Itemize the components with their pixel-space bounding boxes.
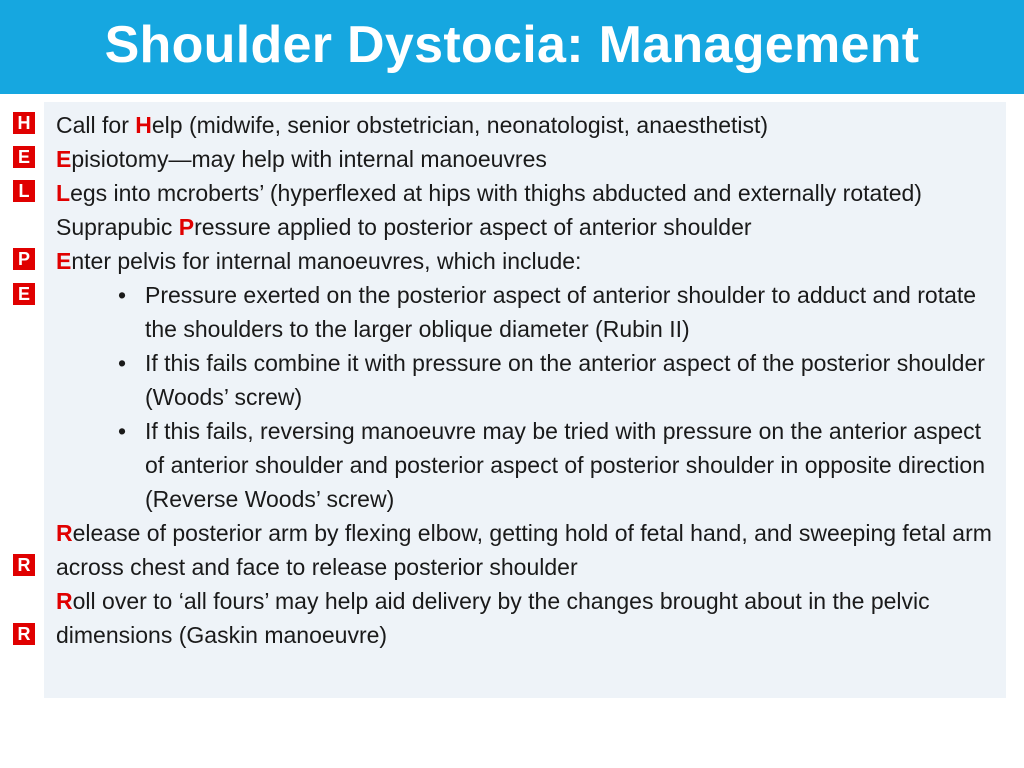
sub-bullet-text: If this fails combine it with pressure on the anterior aspect of the posterior shoulder (Woods’ screw) xyxy=(145,350,985,410)
slide-title: Shoulder Dystocia: Management xyxy=(104,16,920,74)
step-episiotomy xyxy=(56,142,996,176)
mnemonic-badge-e1: E xyxy=(12,145,36,169)
mnemonic-badge-r2: R xyxy=(12,622,36,646)
bullet-marker: • xyxy=(117,418,127,444)
step-legs-highlight: L xyxy=(56,180,71,206)
bullet-marker: • xyxy=(117,282,127,308)
bullet-marker: • xyxy=(117,350,127,376)
step-episiotomy-highlight: E xyxy=(56,146,72,172)
step-pressure xyxy=(56,210,996,244)
step-legs-text: egs into mcroberts’ (hyperflexed at hips with thighs abducted and externally rotated) xyxy=(70,180,922,206)
step-legs xyxy=(56,176,996,210)
step-enter-highlight: E xyxy=(56,248,72,274)
step-pressure-highlight: P xyxy=(178,214,195,240)
step-release-highlight: R xyxy=(56,520,73,546)
mnemonic-badge-e2: E xyxy=(12,282,36,306)
sub-bullet-reverse-woods xyxy=(56,414,996,516)
step-release-text: elease of posterior arm by flexing elbow, getting hold of fetal hand, and sweeping fetal arm across chest and face to release posterior shoulder xyxy=(56,520,992,580)
step-help-text: elp (midwife, senior obstetrician, neonatologist, anaesthetist) xyxy=(151,112,769,138)
step-episiotomy-text: pisiotomy—may help with internal manoeuvres xyxy=(71,146,547,172)
step-roll-highlight: R xyxy=(56,588,73,614)
mnemonic-badge-h: H xyxy=(12,111,36,135)
sub-bullet-text: Pressure exerted on the posterior aspect of anterior shoulder to adduct and rotate the shoulders to the larger oblique diameter (Rubin II) xyxy=(145,282,977,342)
step-help-prefix: Call for xyxy=(56,112,136,138)
title-bar xyxy=(0,0,1024,94)
step-pressure-prefix: Suprapubic xyxy=(56,214,179,240)
step-pressure-text: ressure applied to posterior aspect of anterior shoulder xyxy=(194,214,752,240)
mnemonic-badge-l: L xyxy=(12,179,36,203)
sub-bullet-text: If this fails, reversing manoeuvre may be tried with pressure on the anterior aspect of anterior shoulder and posterior aspect of posterior shoulder in opposite direction (Reverse Woods’ screw) xyxy=(145,418,985,512)
sub-bullet-woods xyxy=(56,346,996,414)
step-roll-text: oll over to ‘all fours’ may help aid delivery by the changes brought about in the pelvic dimensions (Gaskin manoeuvre) xyxy=(56,588,930,648)
step-help-highlight: H xyxy=(135,112,152,138)
management-list xyxy=(56,108,996,652)
step-release xyxy=(56,516,996,584)
step-help xyxy=(56,108,996,142)
step-enter-text: nter pelvis for internal manoeuvres, which include: xyxy=(71,248,582,274)
mnemonic-badge-p: P xyxy=(12,247,36,271)
step-roll xyxy=(56,584,996,652)
step-enter xyxy=(56,244,996,278)
sub-bullet-rubin xyxy=(56,278,996,346)
mnemonic-badge-r1: R xyxy=(12,553,36,577)
